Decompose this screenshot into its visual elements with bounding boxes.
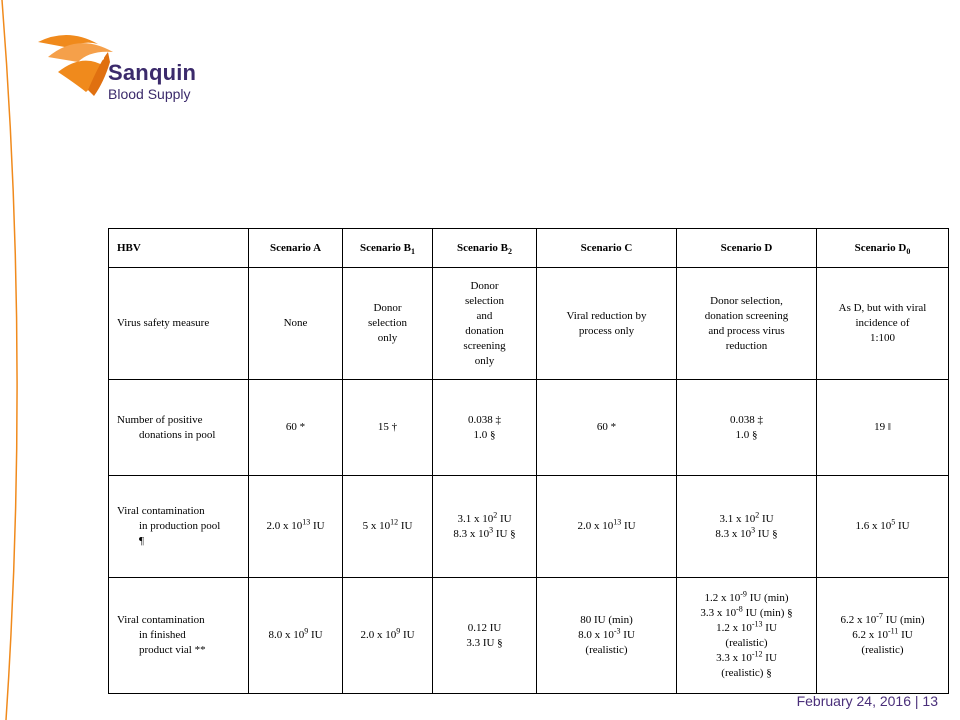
cell-a: 2.0 x $10^{13}$ IU [249,476,343,578]
cell-d: 1.2 x $10^{-9}$ IU (min) 3.3 x $10^{-8}$ IU (min) § 1.2 x $10^{-13}$ IU (realistic) 3.3 x $10^{-12}$ IU (realistic) § [677,578,817,694]
cell-d0: 1.6 x $10^5$ IU [817,476,949,578]
cell-b2: 0.038 ‡ 1.0 § [433,380,537,476]
cell-d: Donor selection, donation screening and process virus reduction [677,268,817,380]
footer-date: February 24, 2016 [796,693,911,709]
row-label: Virus safety measure [109,268,249,380]
cell-a: None [249,268,343,380]
row-label: Number of positive donations in pool [109,380,249,476]
header-scenario-d0: Scenario $D_0$ [817,229,949,268]
cell-c: 2.0 x $10^{13}$ IU [537,476,677,578]
slide-footer [797,693,938,709]
cell-c: Viral reduction by process only [537,268,677,380]
cell-b2: Donor selection and donation screening only [433,268,537,380]
cell-b1: Donor selection only [343,268,433,380]
cell-d0: 19 ‖ [817,380,949,476]
header-scenario-d: Scenario D [677,229,817,268]
footer-separator: | [911,693,923,709]
row-label: Viral contamination in production pool ¶ [109,476,249,578]
hbv-scenario-table [108,228,949,694]
cell-b2: 0.12 IU 3.3 IU § [433,578,537,694]
row-label: Viral contamination in finished product vial ** [109,578,249,694]
table-row-positive-donations [109,380,949,476]
cell-b2: 3.1 x $10^2$ IU 8.3 x $10^3$ IU § [433,476,537,578]
cell-a: 8.0 x $10^9$ IU [249,578,343,694]
table-header-row [109,229,949,268]
cell-a: 60 * [249,380,343,476]
cell-b1: 5 x $10^{12}$ IU [343,476,433,578]
logo-tagline: Blood Supply [108,86,191,102]
header-scenario-b1: Scenario $B_1$ [343,229,433,268]
table-row-production-pool [109,476,949,578]
cell-c: 60 * [537,380,677,476]
cell-b1: 15 † [343,380,433,476]
table-row-finished-vial [109,578,949,694]
header-hbv: HBV [109,229,249,268]
table-row-safety-measure [109,268,949,380]
cell-d: 0.038 ‡ 1.0 § [677,380,817,476]
header-scenario-c: Scenario C [537,229,677,268]
cell-d: 3.1 x $10^2$ IU 8.3 x $10^3$ IU § [677,476,817,578]
cell-d0: As D, but with viral incidence of 1:100 [817,268,949,380]
page-number: 13 [922,693,938,709]
header-scenario-a: Scenario A [249,229,343,268]
cell-c: 80 IU (min) 8.0 x $10^{-3}$ IU (realistic) [537,578,677,694]
cell-d0: 6.2 x $10^{-7}$ IU (min) 6.2 x $10^{-11}$ IU (realistic) [817,578,949,694]
cell-b1: 2.0 x $10^9$ IU [343,578,433,694]
logo-brand: Sanquin [108,60,197,85]
header-scenario-b2: Scenario $B_2$ [433,229,537,268]
